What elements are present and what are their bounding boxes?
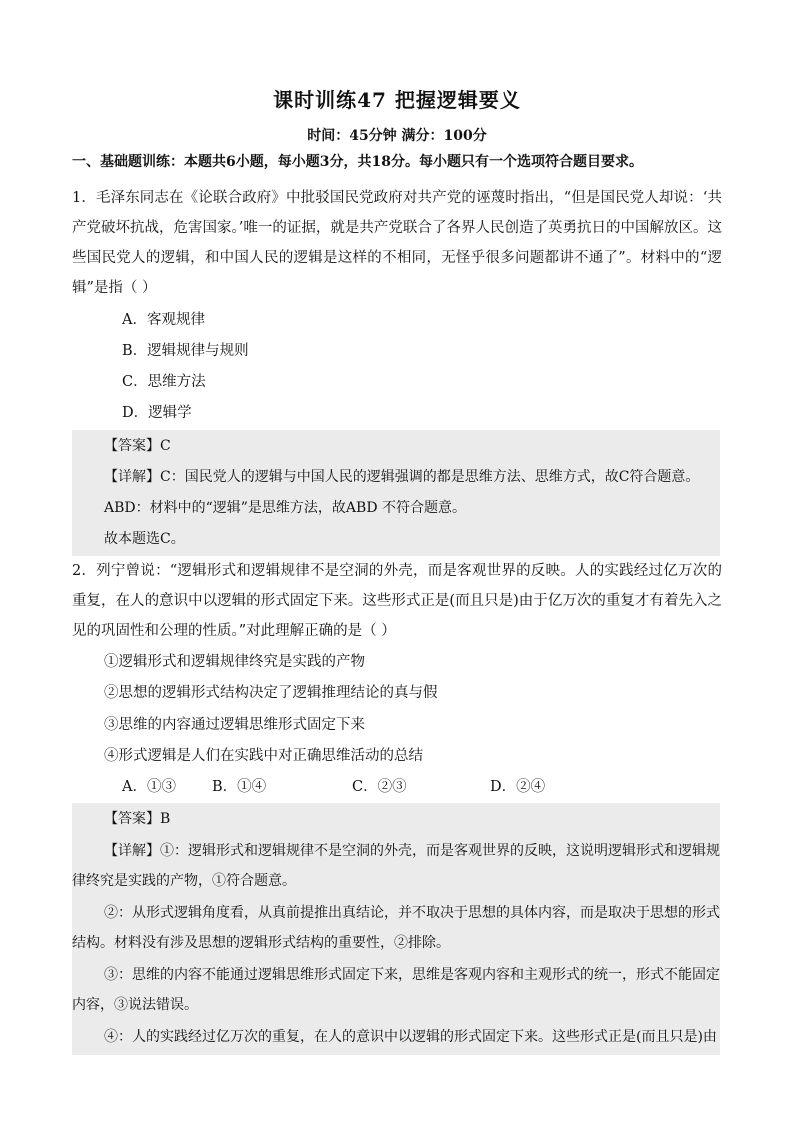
- question-2-detail-para: 【详解】①：逻辑形式和逻辑规律不是空洞的外壳，而是客观世界的反映，这说明逻辑形式和逻辑规律终究是实践的产物，①符合题意。: [72, 843, 720, 889]
- question-2-answer: 【答案】B: [104, 811, 171, 827]
- question-1-option-a: A．客观规律: [122, 312, 205, 328]
- question-2-option-c: C．②③: [352, 779, 407, 795]
- question-1-option-b: B．逻辑规律与规则: [122, 343, 249, 359]
- question-2-stem: 2．列宁曾说：“逻辑形式和逻辑规律不是空洞的外壳，而是客观世界的反映。人的实践经过亿万次的重复，在人的意识中以逻辑的形式固定下来。这些形式正是(而且只是)由于亿万次的重复才有着先入之见的巩固性和公理的性质。”对此理解正确的是（ ）: [72, 563, 722, 639]
- question-2-option-d: D．②④: [490, 779, 546, 795]
- question-1-detail-line: ABD：材料中的“逻辑”是思维方法，故ABD 不符合题意。: [104, 500, 467, 516]
- question-1-option-d: D．逻辑学: [122, 405, 192, 421]
- question-2-statement-1: ①逻辑形式和逻辑规律终究是实践的产物: [104, 654, 365, 670]
- exam-time-score: 时间：45分钟 满分：100分: [307, 128, 487, 144]
- question-1-answer: 【答案】C: [104, 438, 171, 454]
- question-1-detail-line: 故本题选C。: [104, 531, 185, 547]
- question-2-statement-4: ④形式逻辑是人们在实践中对正确思维活动的总结: [104, 748, 423, 764]
- question-2-detail-para: ③：思维的内容不能通过逻辑思维形式固定下来，思维是客观内容和主观形式的统一，形式不能固定内容，③说法错误。: [72, 967, 720, 1013]
- question-1-detail-line: 【详解】C：国民党人的逻辑与中国人民的逻辑强调的都是思维方法、思维方式，故C符合题意。: [104, 469, 700, 485]
- question-2-statement-3: ③思维的内容通过逻辑思维形式固定下来: [104, 717, 365, 733]
- page-title: 课时训练47 把握逻辑要义: [273, 88, 521, 112]
- section-header: 一、基础题训练：本题共6小题，每小题3分，共18分。每小题只有一个选项符合题目要求。: [72, 154, 643, 170]
- question-2-detail-para: ④：人的实践经过亿万次的重复，在人的意识中以逻辑的形式固定下来。这些形式正是(而且只是)由: [104, 1029, 717, 1045]
- question-2-detail-para: ②：从形式逻辑角度看，从真前提推出真结论，并不取决于思想的具体内容，而是取决于思想的形式结构。材料没有涉及思想的逻辑形式结构的重要性，②排除。: [72, 905, 720, 951]
- question-1-option-c: C．思维方法: [122, 374, 206, 390]
- question-2-option-b: B．①④: [212, 779, 267, 795]
- question-2-statement-2: ②思想的逻辑形式结构决定了逻辑推理结论的真与假: [104, 685, 438, 701]
- question-2-option-a: A．①③: [122, 779, 176, 795]
- question-1-stem: 1．毛泽东同志在《论联合政府》中批驳国民党政府对共产党的诬蔑时指出，“但是国民党人却说：‘共产党破坏抗战，危害国家。’唯一的证据，就是共产党联合了各界人民创造了英勇抗日的中国解放区。这些国民党人的逻辑，和中国人民的逻辑是这样的不相同，无怪乎很多问题都讲不通了”。材料中的“逻辑”是指（ ）: [72, 190, 722, 296]
